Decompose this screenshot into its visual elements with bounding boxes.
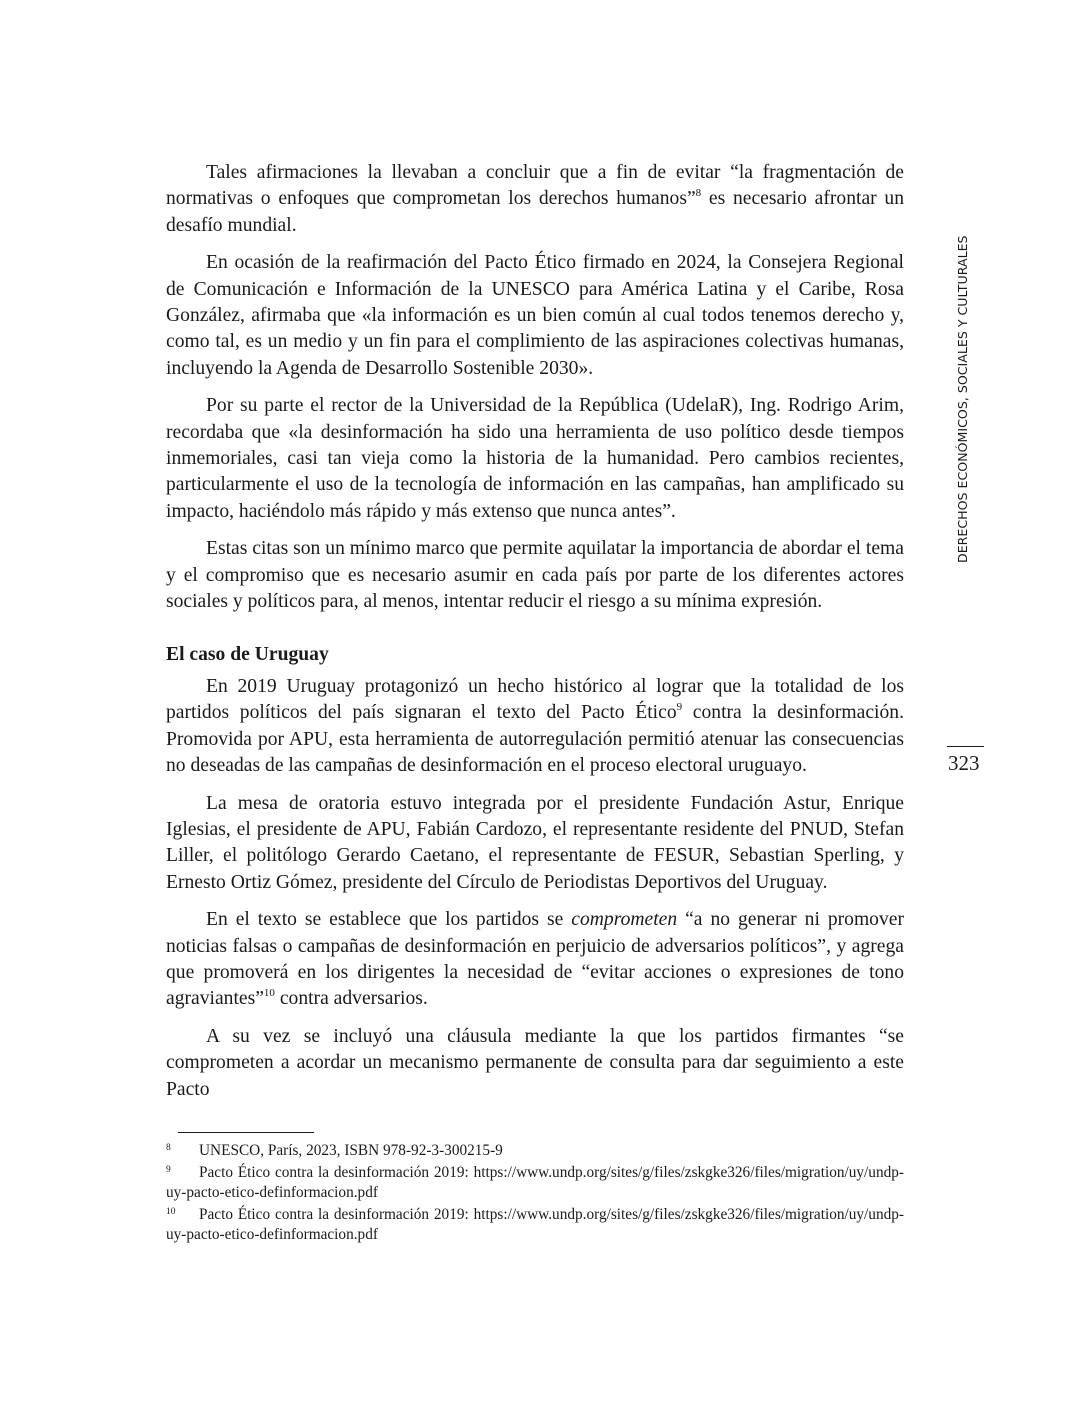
paragraph-text: contra adversarios. <box>274 988 428 1010</box>
page-number-rule <box>947 746 984 747</box>
paragraph <box>166 907 904 1013</box>
emphasis-text: comprometen <box>571 909 678 931</box>
footnote-separator <box>178 1132 314 1133</box>
main-text <box>166 160 904 1114</box>
footnote-ref: 9 <box>676 701 683 714</box>
paragraph: Estas citas son un mínimo marco que permite aquilatar la importancia de abordar el tema y el compromiso que es necesario asumir en cada país por parte de los diferentes actores sociales y políticos para, al menos, intentar reducir el riesgo a su mínima expresión. <box>166 538 904 613</box>
paragraph <box>166 674 904 780</box>
footnote-ref: 10 <box>263 987 275 1000</box>
footnote: 8 UNESCO, París, 2023, ISBN 978-92-3-300215-9 <box>166 1142 503 1159</box>
paragraph-text: En el texto se establece que los partidos se <box>206 909 572 931</box>
section-heading: El caso de Uruguay <box>166 643 329 665</box>
footnote: 10 Pacto Ético contra la desinformación 2019: https://www.undp.org/sites/g/files/zskgke326/files/migration/uy/undp-uy-pacto-etico-definformacion.pdf <box>166 1205 904 1244</box>
paragraph-text: contra la desinformación. Promovida por APU, esta herramienta de autorregulación permitió atenuar las consecuencias no deseadas de las campañas de desinformación en el proceso electoral uruguayo. <box>166 702 904 777</box>
footnote-ref: 8 <box>695 187 702 200</box>
paragraph: La mesa de oratoria estuvo integrada por el presidente Fundación Astur, Enrique Iglesias, el presidente de APU, Fabián Cardozo, el representante residente del PNUD, Stefan Liller, el politólogo Gerardo Caetano, el representante de FESUR, Sebastian Sperling, y Ernesto Ortiz Gómez, presidente del Círculo de Periodistas Deportivos del Uruguay. <box>166 792 904 893</box>
paragraph-text: En 2019 Uruguay protagonizó un hecho histórico al lograr que la totalidad de los partidos políticos del país signaran el texto del Pacto Ético <box>166 675 904 724</box>
paragraph-text: es necesario afrontar un desafío mundial. <box>166 188 904 236</box>
footnote: 9 Pacto Ético contra la desinformación 2019: https://www.undp.org/sites/g/files/zskgke326/files/migration/uy/undp-uy-pacto-etico-definformacion.pdf <box>166 1163 904 1202</box>
paragraph: Por su parte el rector de la Universidad de la República (UdelaR), Ing. Rodrigo Arim, recordaba que «la desinformación ha sido una herramienta de uso político desde tiempos inmemoriales, casi tan vieja como la historia de la humanidad. Pero cambios recientes, particularmente el uso de la tecnología de información en las campañas, han amplificado su impacto, haciéndolo más rápido y más extenso que nunca antes”. <box>166 395 904 522</box>
paragraph-text: Tales afirmaciones la llevaban a concluir que a fin de evitar “la fragmentación de normativas o enfoques que comprometan los derechos humanos” <box>166 162 904 210</box>
paragraph: A su vez se incluyó una cláusula mediante la que los partidos firmantes “se comprometen a acordar un mecanismo permanente de consulta para dar seguimiento a este Pacto <box>166 1025 904 1100</box>
footnotes <box>166 1141 904 1247</box>
paragraph: En ocasión de la reafirmación del Pacto Ético firmado en 2024, la Consejera Regional de Comunicación e Información de la UNESCO para América Latina y el Caribe, Rosa González, afirmaba que «la información es un bien común al cual todos tenemos derecho y, como tal, es un medio y un fin para el complimiento de las aspiraciones colectivas humanas, incluyendo la Agenda de Desarrollo Sostenible 2030». <box>166 252 904 379</box>
footnote-text: Pacto Ético contra la desinformación 2019: https://www.undp.org/sites/g/files/zskgke326/files/migration/uy/undp-uy-pacto-etico-definformacion.pdf <box>166 1205 904 1244</box>
paragraph <box>166 160 904 239</box>
page-number: 323 <box>948 751 980 775</box>
running-section-title: DERECHOS ECONÓMICOS, SOCIALES Y CULTURALES <box>955 235 970 563</box>
footnote-text: UNESCO, París, 2023, ISBN 978-92-3-300215-9 <box>199 1142 503 1159</box>
footnote-text: Pacto Ético contra la desinformación 2019: https://www.undp.org/sites/g/files/zskgke326/files/migration/uy/undp-uy-pacto-etico-definformacion.pdf <box>166 1163 904 1202</box>
paragraph-text: “a no generar ni promover noticias falsas o campañas de desinformación en perjuicio de adversarios políticos”, y agrega que promoverá en los dirigentes la necesidad de “evitar acciones o expresiones de tono agraviantes” <box>166 909 904 1010</box>
